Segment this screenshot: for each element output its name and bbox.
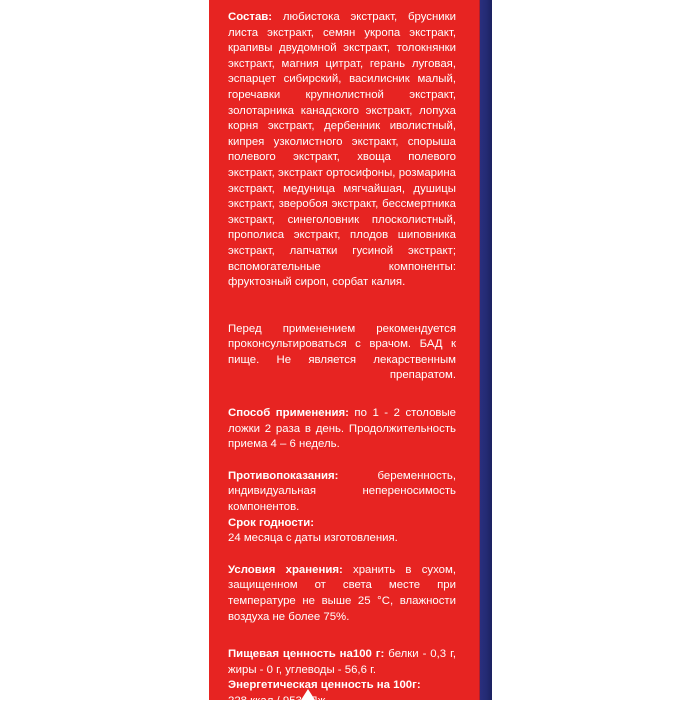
consult-warning: Перед применением рекомендуется проконсультироваться с врачом. БАД к пище. Не является лекарственным препаратом. [228,322,456,382]
contraindications-heading: Противопоказания: [228,469,339,482]
storage-section [228,563,456,625]
shelf-life-heading: Срок годности: [228,516,315,529]
shelf-life-section [228,516,456,547]
shelf-life-text: 24 месяца с даты изготовления. [228,532,398,545]
nutrition-section [228,647,456,678]
usage-section [228,406,456,453]
energy-section [228,678,456,709]
contraindications-section [228,469,456,516]
storage-text: хранить в сухом, защищенном от света месте при температуре не выше 25 °С, влажности воздуха не более 75%. [228,563,456,623]
contraindications-text: беременность, индивидуальная непереносимость компонентов. [228,469,456,514]
usage-heading: Способ применения: [228,407,349,420]
energy-text: 228 ккал / 953 кДж. [228,694,329,707]
bottom-triangle-icon [301,689,315,700]
composition-heading: Состав: [228,11,273,23]
composition-text: любистока экстракт, брусники листа экстракт, семян укропа экстракт, крапивы двудомной экстракт, толокнянки экстракт, магния цитрат, герань луговая, эспарцет сибирский, василисник малый, горечавки крупнолистной экстракт, золотарника канадского экстракт, лопуха корня экстракт, дербенник иволистный, кипрея узколистного экстракт, спорыша полевого экстракт, хвоща полевого экстракт, экстракт ортосифоны, розмарина экстракт, медуница мягчайшая, душицы экстракт, зверобоя экстракт, бессмертника экстракт, синеголовник плосколистный, прополиса экстракт, плодов шиповника экстракт, лапчатки гусиной экстракт; вспомогательные компоненты: фруктозный сироп, сорбат калия. [228,11,456,289]
label-text-block [228,10,456,710]
storage-heading: Условия хранения: [228,563,343,576]
usage-text: по 1 - 2 столовые ложки 2 раза в день. Продолжительность приема 4 – 6 недель. [228,407,456,451]
nutrition-text: белки - 0,3 г, жиры - 0 г, углеводы - 56,6 г. [228,648,456,676]
nutrition-heading: Пищевая ценность на100 г: [228,648,385,661]
energy-heading: Энергетическая ценность на 100г: [228,679,421,692]
composition-section [228,10,456,291]
package-blue-edge [480,0,492,700]
